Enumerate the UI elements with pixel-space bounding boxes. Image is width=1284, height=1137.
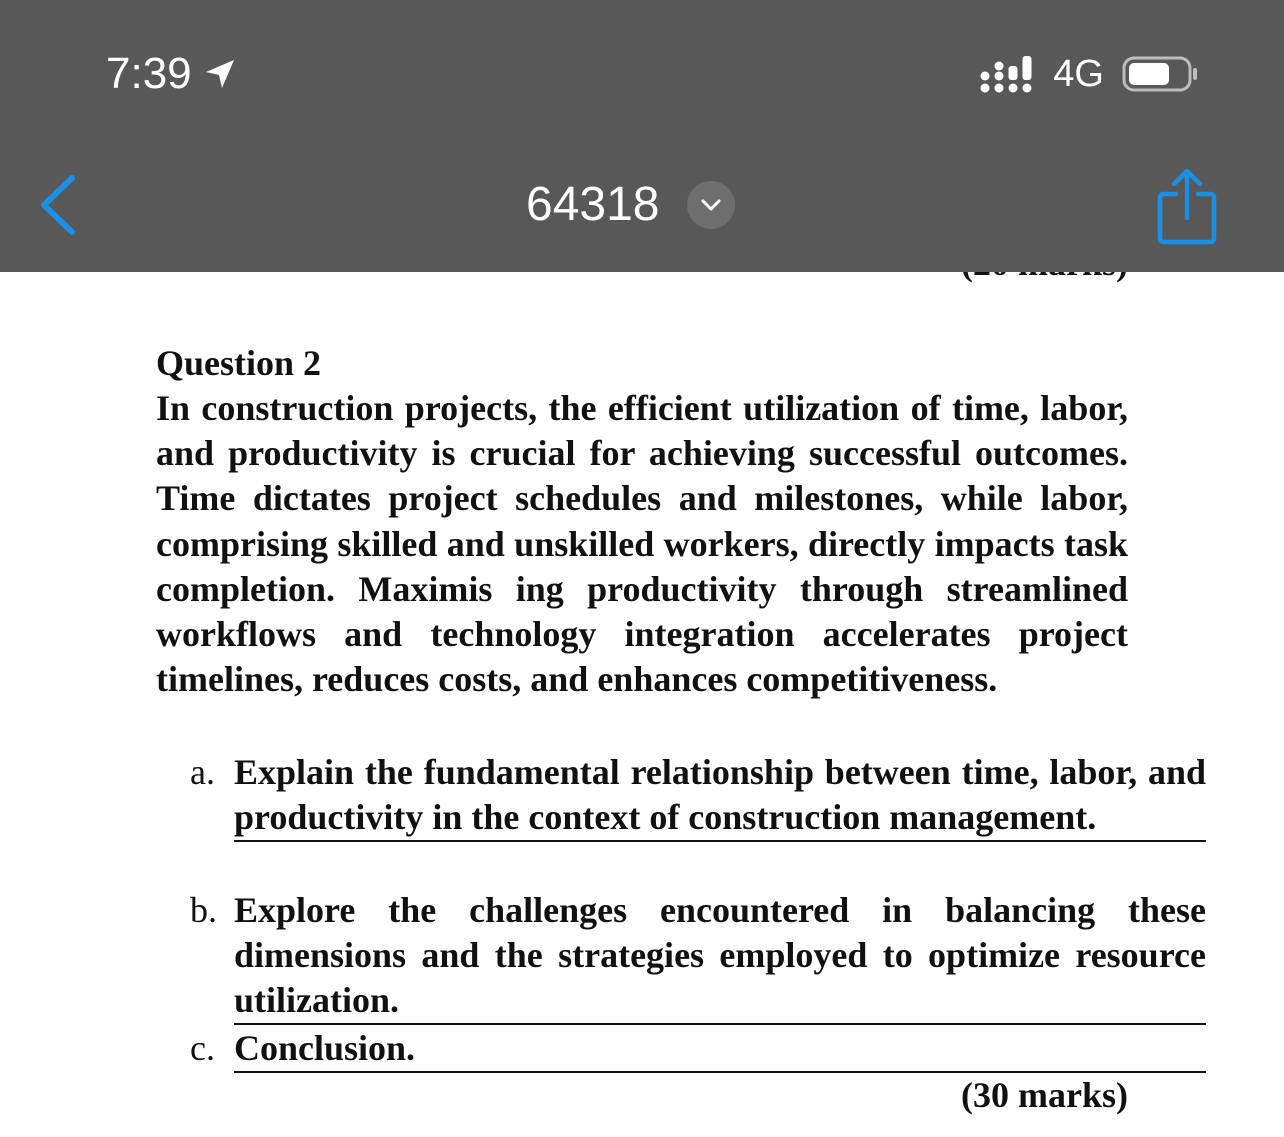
- status-time: [106, 44, 238, 104]
- status-indicators: [979, 48, 1200, 100]
- status-time-label: 7:39: [106, 49, 192, 98]
- share-icon[interactable]: [1154, 164, 1220, 248]
- sub-question-text: Explain the fundamental relationship between time, labor, and productivity in the context of construction management.: [234, 750, 1206, 842]
- question-paragraph: In construction projects, the efficient utilization of time, labor, and productivity is crucial for achieving successful outcomes. Time dictates project schedules and milestones, while labor, comprising skilled and unskilled workers, directly impacts task completion. Maximis ing productivity through streamlined workflows and technology integration accelerates project timelines, reduces costs, and enhances competitiveness.: [156, 388, 1128, 700]
- back-chevron-icon[interactable]: [34, 172, 82, 238]
- sub-question-text: Explore the challenges encountered in balancing these dimensions and the strategies employed to optimize resource utilization.: [234, 888, 1206, 1025]
- sub-question-marker: a.: [190, 752, 215, 792]
- battery-icon: [1122, 54, 1200, 94]
- chevron-down-icon: [700, 198, 722, 212]
- cellular-signal-icon: [979, 54, 1043, 94]
- top-bar: [0, 0, 1284, 272]
- location-arrow-icon: [202, 56, 238, 92]
- sub-question-a: [156, 750, 1206, 842]
- sub-question-c: [156, 1026, 1206, 1073]
- document-title: 64318: [526, 178, 660, 231]
- sub-question-marker: c.: [190, 1028, 215, 1068]
- question-title: Question 2: [156, 343, 322, 383]
- network-type: 4G: [1053, 53, 1104, 95]
- question-marks: (30 marks): [961, 1075, 1128, 1115]
- sub-question-marker: b.: [190, 890, 217, 930]
- document-title-button[interactable]: [526, 172, 735, 238]
- navigation-row: [0, 160, 1284, 252]
- sub-question-text: Conclusion.: [234, 1026, 1206, 1073]
- sub-question-b: [156, 888, 1206, 1025]
- title-chevron-button[interactable]: [687, 181, 735, 229]
